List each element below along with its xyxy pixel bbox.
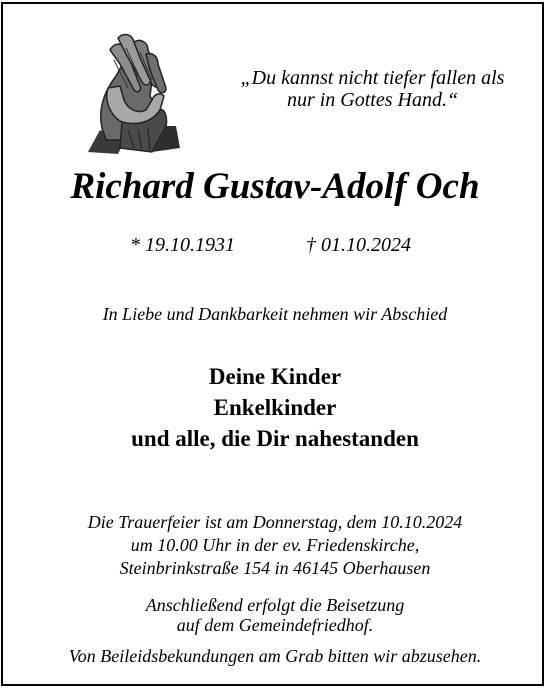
birth-date: * 19.10.1931 [130,234,235,256]
service-line: um 10.00 Uhr in der ev. Friedenskirche, [130,535,420,555]
praying-hands-icon [80,30,190,156]
service-line: Die Trauerfeier ist am Donnerstag, dem 10.10.2024 [87,512,463,532]
burial-info [0,595,550,635]
burial-line: auf dem Gemeindefriedhof. [176,615,374,635]
quote-line: „Du kannst nicht tiefer fallen als [240,67,505,89]
bible-quote [205,67,540,111]
death-date: † 01.10.2024 [306,234,411,256]
deceased-name: Richard Gustav-Adolf Och [70,166,480,207]
quote-line: nur in Gottes Hand.“ [286,89,459,111]
mourner-line: Deine Kinder [208,364,342,389]
burial-line: Anschließend erfolgt die Beisetzung [145,595,405,615]
funeral-service-info [0,511,550,580]
mourner-line: und alle, die Dir nahestanden [131,426,419,451]
mourner-line: Enkelkinder [213,395,337,420]
farewell-text: In Liebe und Dankbarkeit nehmen wir Abschied [102,304,448,324]
condolence-note: Von Beileidsbekundungen am Grab bitten wir abzusehen. [68,646,482,666]
service-line: Steinbrinkstraße 154 in 46145 Oberhausen [119,558,431,578]
mourners-list [0,361,550,454]
